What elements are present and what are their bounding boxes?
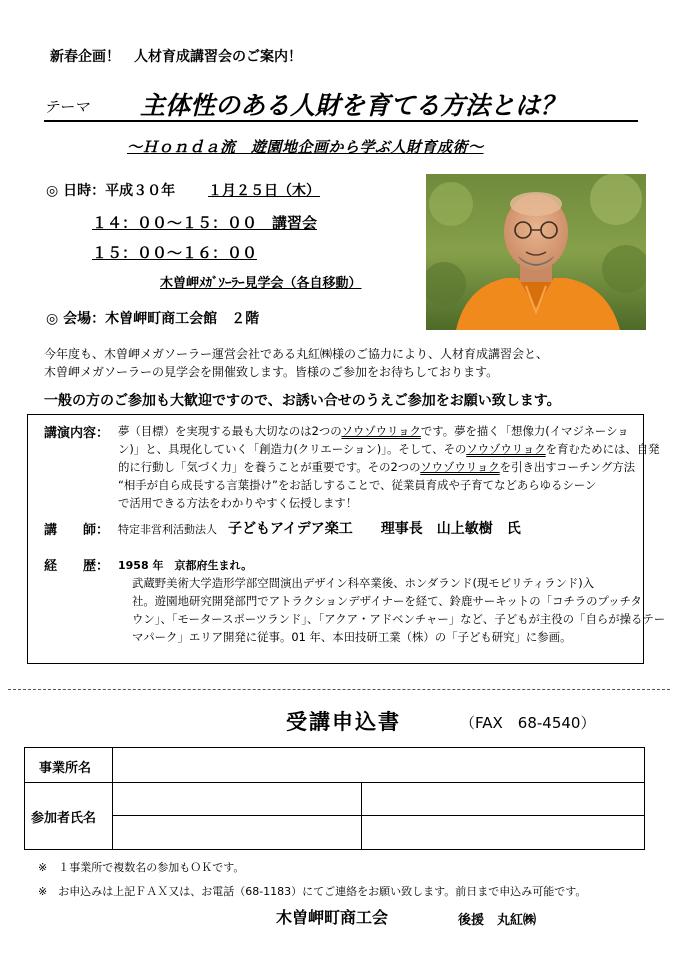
application-form-table	[24, 747, 645, 850]
theme-label: テーマ	[44, 98, 90, 116]
intro-line-2: 木曽岬メガソーラーの見学会を開催致します。皆様のご参加をお待ちしております。	[44, 365, 499, 379]
company-name-field[interactable]	[113, 748, 644, 783]
participant-name-label: 参加者氏名	[31, 811, 97, 826]
note-multiple-participants: ※ １事業所で複数名の参加もＯＫです。	[38, 861, 245, 874]
participant-name-field-3[interactable]	[113, 816, 362, 849]
lecturer-photo	[426, 174, 646, 330]
company-name-label-cell	[25, 748, 113, 783]
participant-name-field-2[interactable]	[362, 783, 644, 816]
lecture-content-line-3: 的に行動し「気づく力」を養うことが重要です。その2つのソウゾウリョクを引き出すコーチング方法	[118, 460, 635, 474]
sponsor: 後援 丸紅㈱	[458, 913, 537, 928]
lecture-content-line-4: “相手が自ら成長する言葉掛け”をお話しすることで、従業員育成や子育てなどあらゆるシーン	[118, 478, 597, 492]
form-title: 受講申込書	[286, 710, 401, 734]
participant-name-label-cell	[25, 783, 113, 849]
lecturer-label: 講 師：	[44, 523, 110, 538]
career-line-4: ウン」、「モータースポーツランド」、「アクア・アドベンチャー」など、子どもが主役の「自らが操るテー	[132, 612, 666, 626]
visit-label: 木曽岬ﾒｶﾞｿｰﾗｰ見学会（各自移動）	[160, 276, 362, 291]
career-line-2: 武蔵野美術大学造形学部空間演出デザイン科卒業後、ホンダランド(現モビリティランド)入	[132, 576, 595, 590]
participant-name-field-1[interactable]	[113, 783, 362, 816]
participant-name-field-4[interactable]	[362, 816, 644, 849]
career-line-5: マパーク」エリア開発に従事。01 年、本田技研工業（株）の「子ども研究」に参画。	[132, 630, 572, 644]
lecture-content-line-2: ン)」と、具現化していく「創造力(クリエーション)」。そして、そのソウゾウリョクを育むためには、自発	[118, 442, 660, 456]
time-visit: １５：００～１６：００	[92, 244, 258, 262]
lecturer-name: 子どもアイデア楽工 理事長 山上敏樹 氏	[228, 521, 521, 537]
organizer: 木曽岬町商工会	[276, 908, 389, 927]
time-lecture: １４：００～１５：００ 講習会	[92, 214, 318, 232]
career-line-3: 社。遊園地研究開発部門でアトラクションデザイナーを経て、鈴鹿サーキットの「コチラのプッチタ	[132, 594, 642, 608]
header-title: 新春企画！ 人材育成講習会のご案内！	[50, 49, 302, 65]
lecturer-org: 特定非営利活動法人	[118, 523, 217, 536]
theme-title: 主体性のある人財を育てる方法とは？	[140, 91, 566, 120]
cut-line	[8, 689, 670, 690]
career-label: 経 歴：	[44, 559, 110, 574]
note-how-to-apply: ※ お申込みは上記ＦＡＸ又は、お電話（68-1183）にてご連絡をお願い致します。前日まで申込み可能です。	[38, 885, 587, 898]
theme-row	[44, 86, 638, 122]
lecture-content-label: 講演内容：	[44, 426, 110, 441]
career-line-1: 1958 年 京都府生まれ。	[118, 559, 253, 572]
welcome-line: 一般の方のご参加も大歓迎ですので、お誘い合せのうえご参加をお願い致します。	[44, 393, 561, 409]
lecture-details-box	[27, 414, 666, 664]
fax-number: （FAX 68-4540）	[460, 714, 596, 732]
intro-line-1: 今年度も、木曽岬メガソーラー運営会社である丸紅㈱様のご協力により、人材育成講習会と、	[44, 347, 549, 361]
lecture-content-line-5: で活用できる方法をわかりやすく伝授します！	[118, 496, 358, 510]
date-label: ◎ 日時：平成３０年	[46, 183, 176, 199]
venue: ◎ 会場：木曽岬町商工会館 ２階	[46, 311, 260, 327]
lecture-content-line-1: 夢（目標）を実現する最も大切なのは2つのソウゾウリョクです。夢を描く「想像力(イマジネーショ	[118, 424, 629, 438]
company-name-label: 事業所名	[39, 761, 92, 776]
date-value: １月２５日（木）	[208, 183, 320, 199]
subtitle: ～Ｈｏｎｄａ流 遊園地企画から学ぶ人財育成術～	[127, 138, 484, 156]
